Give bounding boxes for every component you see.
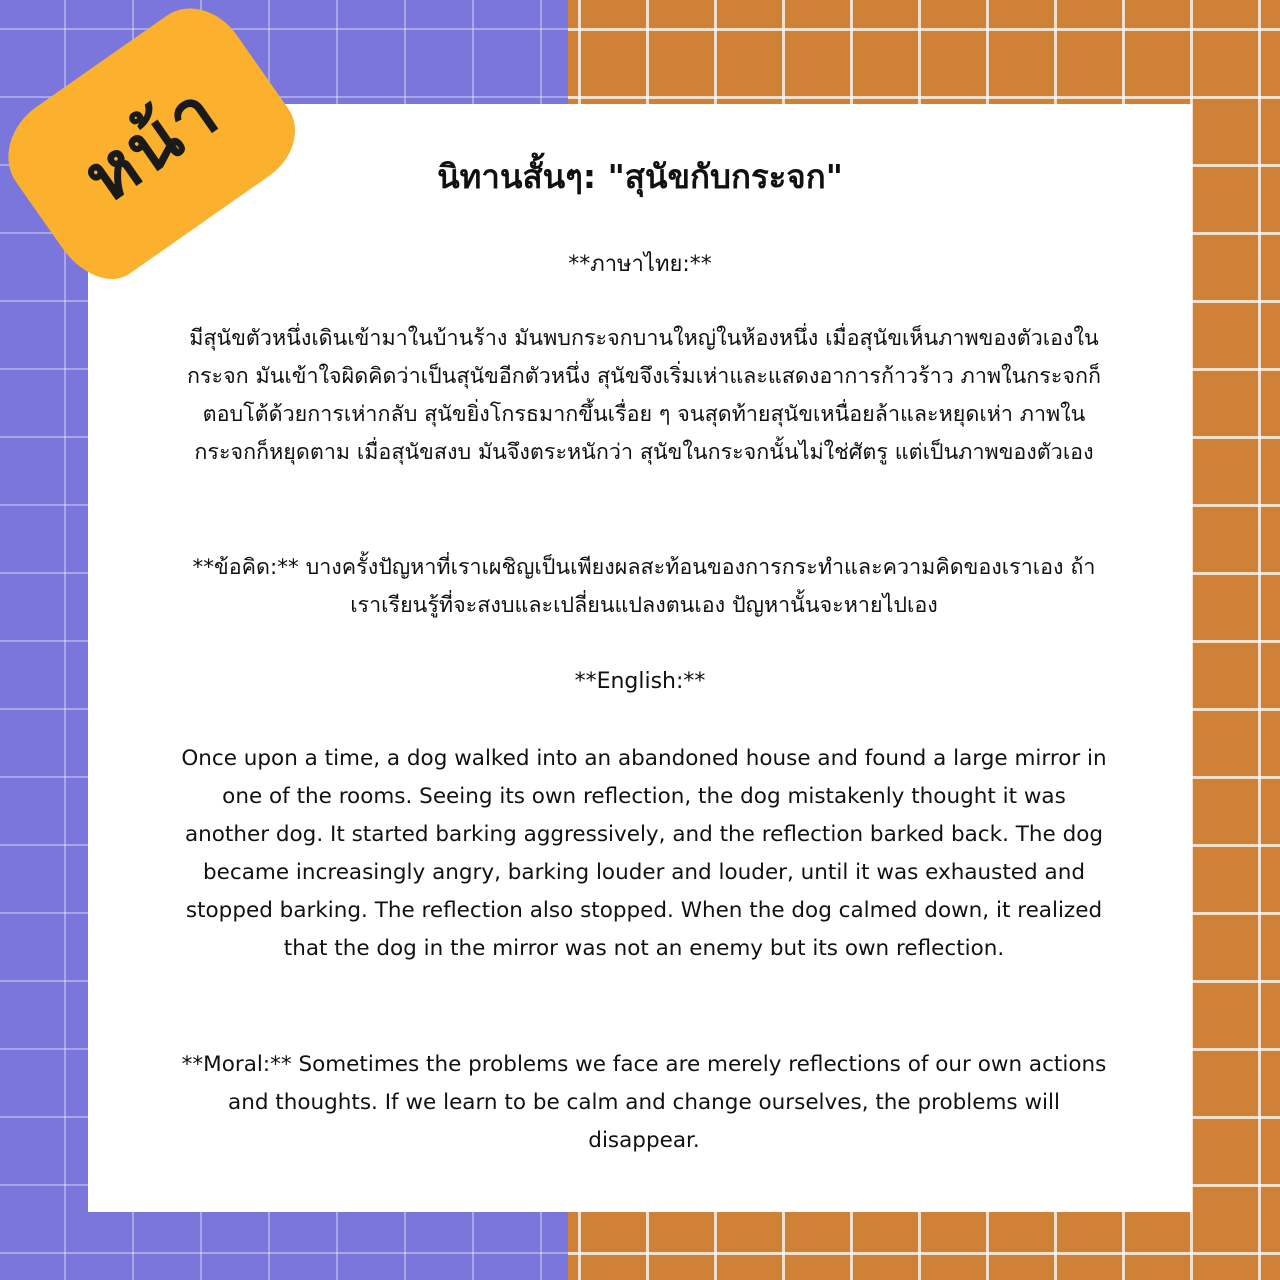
thai-heading: **ภาษาไทย:**	[568, 252, 712, 277]
english-moral: **Moral:** Sometimes the problems we face are merely reflections of our own actions and thoughts. If we learn to be calm and change ourselves, the problems will disappear.	[181, 1052, 1107, 1153]
tag-label: หน้า	[68, 67, 234, 219]
english-heading: **English:**	[574, 669, 706, 694]
thai-story: มีสุนัขตัวหนึ่งเดินเข้ามาในบ้านร้าง มันพบกระจกบานใหญ่ในห้องหนึ่ง เมื่อสุนัขเห็นภาพของตัวเองในกระจก มันเข้าใจผิดคิดว่าเป็นสุนัขอีกตัวหนึ่ง สุนัขจึงเริ่มเห่าและแสดงอาการก้าวร้าว ภาพในกระจกก็ตอบโต้ด้วยการเห่ากลับ สุนัขยิ่งโกรธมากขึ้นเรื่อย ๆ จนสุดท้ายสุนัขเหนื่อยล้าและหยุดเห่า ภาพในกระจกก็หยุดตาม เมื่อสุนัขสงบ มันจึงตระหนักว่า สุนัขในกระจกนั้นไม่ใช่ศัตรู แต่เป็นภาพของตัวเอง	[186, 326, 1102, 465]
thai-moral: **ข้อคิด:** บางครั้งปัญหาที่เราเผชิญเป็นเพียงผลสะท้อนของการกระทำและความคิดของเราเอง ถ้าเราเรียนรู้ที่จะสงบและเปลี่ยนแปลงตนเอง ปัญหานั้นจะหายไปเอง	[192, 555, 1096, 618]
page-title: นิทานสั้นๆ: "สุนัขกับกระจก"	[437, 157, 843, 196]
story-card	[88, 104, 1192, 1212]
english-story: Once upon a time, a dog walked into an abandoned house and found a large mirror in one of the rooms. Seeing its own reflection, the dog mistakenly thought it was another dog. It started barking aggressively, and the reflection barked back. The dog became increasingly angry, barking louder and louder, until it was exhausted and stopped barking. The reflection also stopped. When the dog calmed down, it realized that the dog in the mirror was not an enemy but its own reflection.	[181, 746, 1107, 961]
